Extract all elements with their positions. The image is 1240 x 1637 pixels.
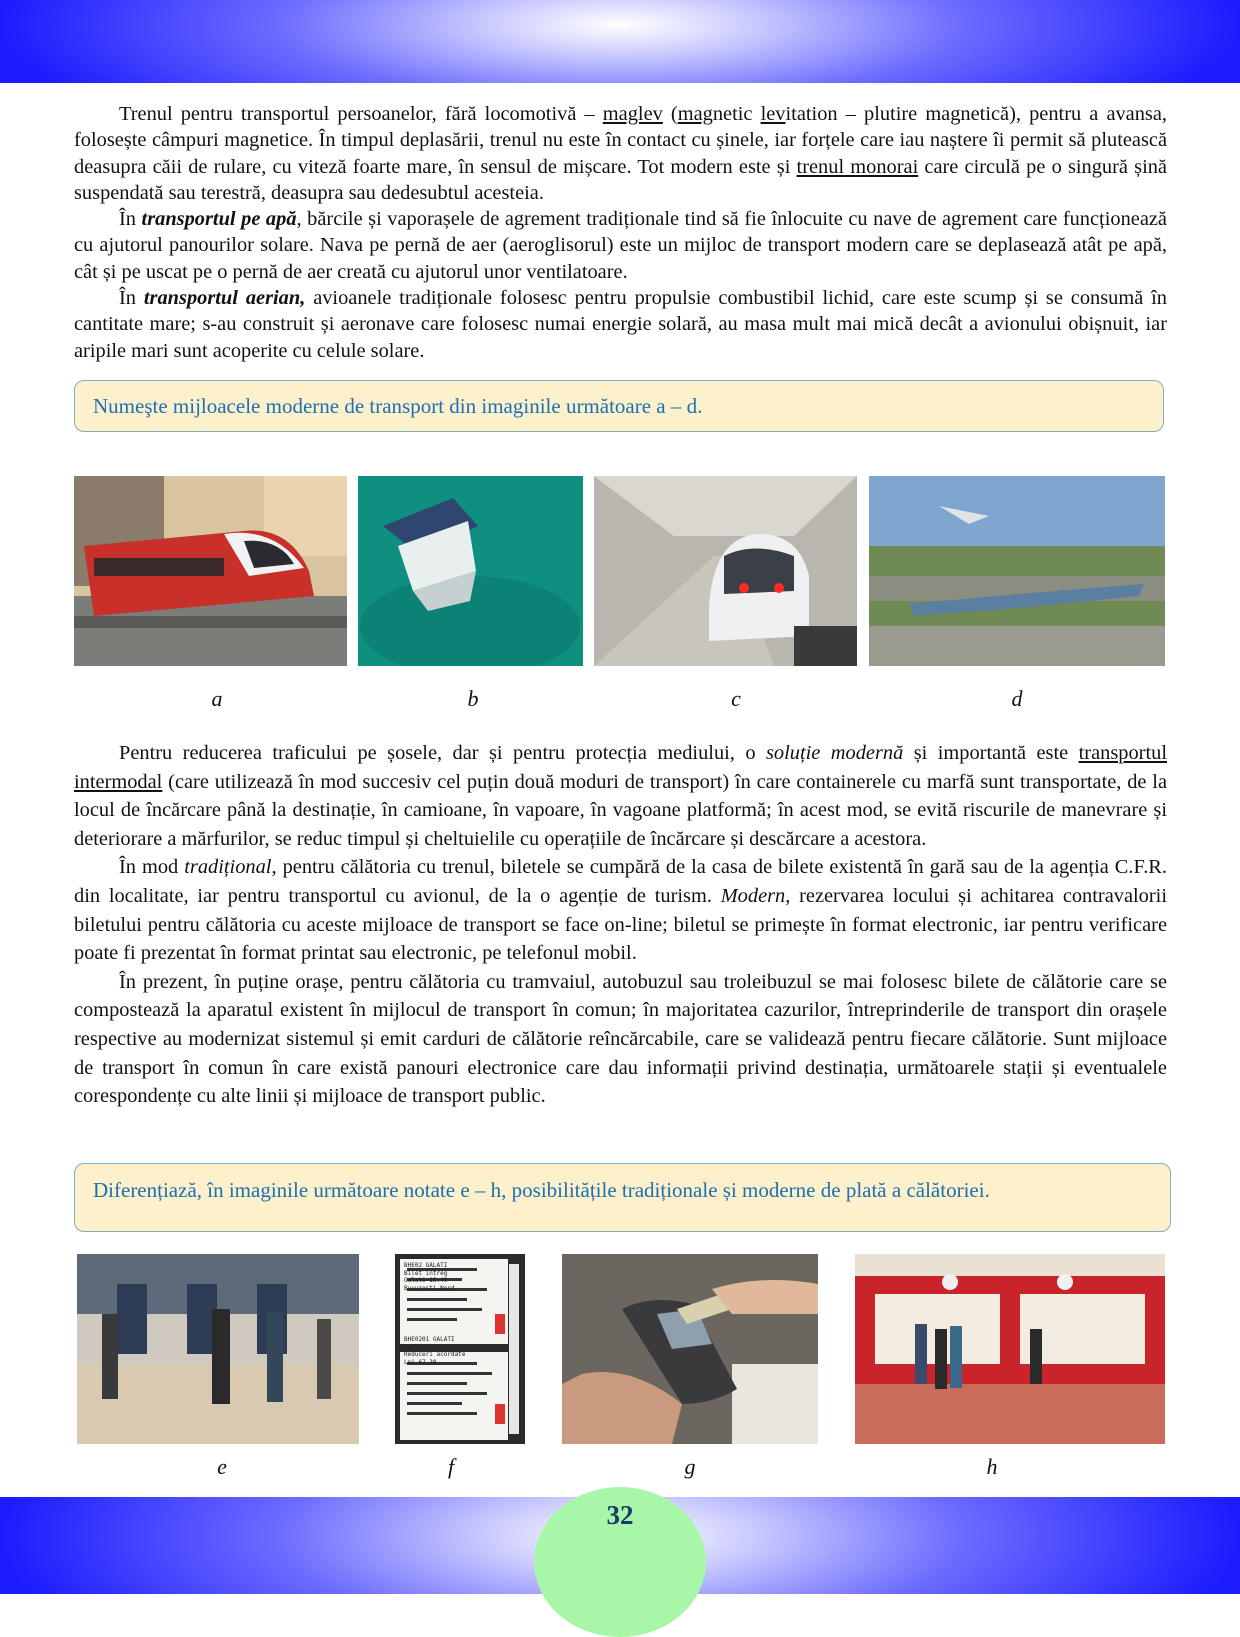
caption-g: g xyxy=(684,1454,696,1479)
paragraph-maglev: Trenul pentru transportul persoanelor, fără locomotivă – maglev (magnetic levitation – plutire magnetică), pentru a avansa, folosește câmpuri magnetice. În timpul deplasării, trenul nu este în contact cu șinele, iar forțele care iau naștere îi permit să plutească deasupra căii de rulare, cu viteză foarte mare, în sensul de mișcare. Tot modern este și trenul monorai care circulă pe o singură șină suspendată sau terestră, deasupra sau dedesubtul acesteia. xyxy=(74,103,1168,204)
photo-card-terminal xyxy=(562,1254,818,1444)
ticket-line: Lei 67.30 xyxy=(404,1343,437,1351)
caption-h: h xyxy=(986,1454,998,1479)
ticket-line: BHE0201 GALATI xyxy=(404,1336,455,1343)
paragraph-water-transport: În transportul pe apă, bărcile și vaporașele de agrement tradiționale tind să fie înlocuite cu nave de agrement care funcționează cu ajutorul panourilor solare. Nava pe pernă de aer (aeroglisorul) este un mijloc de transport modern care se deplasează atât pe apă, cât și pe uscat pe o pernă de aer creată cu ajutorul unor ventilatoare. xyxy=(74,208,1167,283)
caption-b: b xyxy=(467,686,479,711)
photo-ticket-machines xyxy=(77,1254,359,1444)
ticket-line: Reduceri acordate xyxy=(404,1351,466,1358)
header-band xyxy=(0,0,1240,83)
ticket-line: BHE02 GALATI xyxy=(404,1262,448,1269)
photo-maglev-train xyxy=(594,476,857,666)
text-section-1 xyxy=(74,101,1167,364)
text-section-2 xyxy=(74,739,1167,1111)
paragraph-tickets: În mod tradițional, pentru călătoria cu trenul, biletele se cumpără de la casa de bilete existentă în gară sau de la agenția C.F.R. din localitate, iar pentru transportul cu avionul, de la o agenție de turism. Modern, rezervarea locului și achitarea contravalorii biletului pentru călătoria cu aceste mijloace de transport se face on-line; biletul se primește în format electronic, iar pentru verificare poate fi prezentat în format printat sau electronic, pe telefonul mobil. xyxy=(74,856,1168,965)
ticket-line: Galati 15:40 xyxy=(404,1277,448,1284)
ticket-line: Bucuresti Nord xyxy=(404,1284,455,1292)
ticket-text xyxy=(404,1262,500,1432)
photo-solar-boat xyxy=(358,476,583,666)
caption-f: f xyxy=(447,1454,455,1479)
task-box-2 xyxy=(74,1163,1171,1232)
caption-d: d xyxy=(1011,686,1023,711)
ticket-line: Lei 67.30 xyxy=(404,1358,437,1366)
page-number: 32 xyxy=(606,1500,634,1530)
paragraph-air-transport: În transportul aerian, avioanele tradiționale folosesc pentru propulsie combustibil lichid, care este scump și se consumă în cantitate mare; s-au construit și aeronave care folosesc numai energie solară, au masa mult mai mică decât a avionului obișnuit, iar aripile mari sunt acoperite cu celule solare. xyxy=(74,287,1168,362)
paragraph-public-transport: În prezent, în puține orașe, pentru călătoria cu tramvaiul, autobuzul sau troleibuzul se mai folosesc bilete de călătorie care se compostează la aparatul existent în mijlocul de transport în comun; în majoritatea cazurilor, întreprinderile de transport din orașele respective au modernizat sistemul și emit carduri de călătorie reîncărcabile, care se validează pentru fiecare călătorie. Sunt mijloace de transport în comun în care există panouri electronice care dau informații privind destinația, următoarele stații și eventualele corespondențe cu alte linii și mijloace de transport public. xyxy=(74,970,1167,1108)
task-box-1 xyxy=(74,380,1164,432)
caption-a: a xyxy=(211,686,223,711)
ticket-line: Bilet intreg xyxy=(404,1269,448,1277)
paragraph-intermodal: Pentru reducerea traficului pe șosele, dar și pentru protecția mediului, o soluție modernă și importantă este transportul intermodal (care utilizează în mod succesiv cel puțin două moduri de transport) în care containerele cu marfă sunt transportate, de la locul de încărcare până la destinație, în camioane, în vapoare, în vagoane platformă; în acest mod, se evită riscurile de manevrare și deteriorare a mărfurilor, se reduc timpul și cheltuielile cu operațiile de încărcare și descărcare a acestora. xyxy=(74,742,1167,850)
caption-e: e xyxy=(217,1454,227,1479)
photo-ticket-office xyxy=(855,1254,1165,1444)
task-text-2: Diferențiază, în imaginile următoare notate e – h, posibilitățile tradiționale și moderne de plată a călătoriei. xyxy=(93,1178,990,1202)
photo-monorail xyxy=(74,476,347,666)
photo-solar-aircraft xyxy=(869,476,1165,666)
task-text-1: Numeşte mijloacele moderne de transport din imaginile următoare a – d. xyxy=(93,394,703,418)
caption-c: c xyxy=(731,686,741,711)
